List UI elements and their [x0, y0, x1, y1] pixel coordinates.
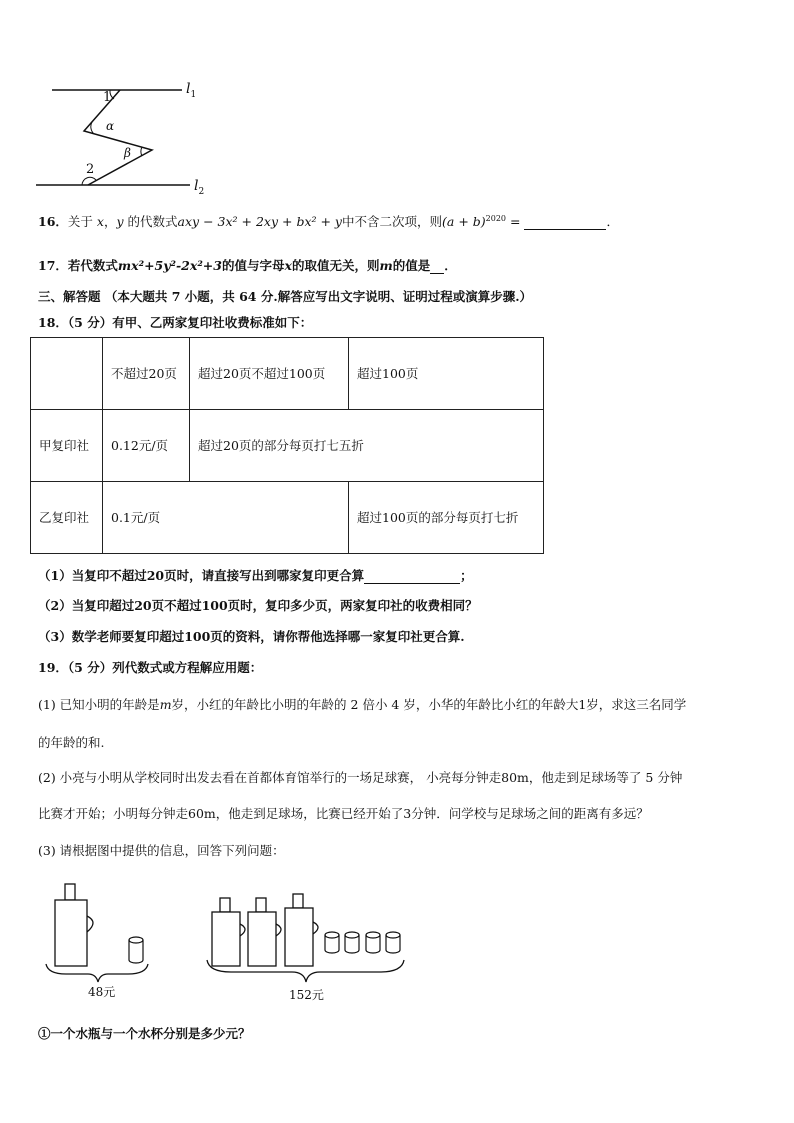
q18-part-1-text: （1）当复印不超过20页时，请直接写出到哪家复印更合算: [38, 568, 365, 583]
label-beta: β: [124, 146, 131, 160]
table-cell-header-1: [103, 338, 190, 410]
beta-arc: [141, 147, 142, 156]
q16-var-y: y: [116, 214, 124, 229]
q19-part-1: [38, 695, 686, 713]
header-20-to-100: 超过20页不超过100页: [198, 366, 326, 381]
cup-icon: [386, 932, 400, 953]
q16-text-a: 关于: [67, 214, 93, 229]
q19-sub-question-1: ①一个水瓶与一个水杯分别是多少元？: [38, 1026, 251, 1041]
label-l2: [194, 178, 204, 197]
table-cell-yi-discount: [349, 482, 544, 554]
label-l2-letter: l: [194, 178, 199, 194]
q18-part-2: （2）当复印超过20页不超过100页时，复印多少页，两家复印社的收费相同？: [38, 598, 478, 613]
q16-text-c: 中不含二次项，则: [342, 214, 443, 229]
jia-name: 甲复印社: [39, 438, 90, 453]
fee-table: [30, 337, 544, 554]
price-152: 152元: [289, 988, 324, 1002]
q18-part-3: （3）数学老师要复印超过100页的资料，请你帮他选择哪一家复印社更合算.: [38, 629, 465, 644]
table-cell-jia-name: [31, 410, 103, 482]
q18-part-1-end: ；: [460, 568, 473, 583]
table-cell-jia-price: [103, 410, 190, 482]
yi-price: 0.1元/页: [111, 510, 161, 525]
q17-var-x: x: [284, 258, 292, 273]
table-cell-header-3: [349, 338, 544, 410]
label-l1-sub: 1: [190, 89, 197, 100]
q18-title: 18．（5 分）有甲、乙两家复印社收费标准如下：: [38, 315, 313, 330]
q19-part-1-text-b: 岁，小红的年龄比小明的年龄的 2 倍小 4 岁，小华的年龄比小红的年龄大1岁，求这三名同学: [171, 697, 687, 712]
label-angle2: 2: [86, 162, 95, 177]
q18-part-1: [38, 566, 473, 584]
q19-part-1-cont: 的年龄的和.: [38, 735, 105, 750]
label-alpha: α: [106, 119, 115, 133]
q16-var-x: x: [96, 214, 104, 229]
bottle-icon: [212, 898, 245, 966]
q17-text-a: 若代数式: [67, 258, 118, 273]
bottles-cups-figure: [40, 880, 410, 990]
section-3-heading: 三、解答题 （本大题共 7 小题，共 64 分.解答应写出文字说明、证明过程或演算步骤.）: [38, 289, 533, 304]
jia-price: 0.12元/页: [111, 438, 169, 453]
table-cell-yi-price: [103, 482, 349, 554]
cup-icon: [325, 932, 339, 953]
yi-discount: 超过100页的部分每页打七折: [357, 510, 519, 525]
q17-var-m: m: [379, 258, 393, 273]
alpha-arc: [91, 122, 94, 134]
question-16: [38, 212, 619, 230]
yi-name: 乙复印社: [39, 510, 90, 525]
q17-text-c: 的取值无关，则: [291, 258, 380, 273]
q17-text-d: 的值是: [392, 258, 431, 273]
label-l2-sub: 2: [198, 186, 205, 197]
bottle-icon: [248, 898, 281, 966]
q17-text-b: 的值与字母: [221, 258, 285, 273]
bottle-icon: [285, 894, 318, 966]
q19-part-2-line1: (2) 小亮与小明从学校同时出发去看在首都体育馆举行的一场足球赛， 小亮每分钟走80m，他走到足球场等了 5 分钟: [38, 770, 683, 785]
table-row-jia: [31, 410, 544, 482]
label-l1-letter: l: [186, 81, 191, 97]
bottle-icon: [55, 884, 93, 966]
q16-exponent: 2020: [485, 213, 507, 223]
q16-equals: =: [510, 214, 521, 229]
table-cell-yi-name: [31, 482, 103, 554]
q16-number: 16．: [38, 214, 68, 229]
header-over-100: 超过100页: [357, 366, 419, 381]
brace-1: [46, 964, 148, 982]
table-cell-corner: [31, 338, 103, 410]
q18-part-1-blank[interactable]: [364, 569, 460, 584]
table-cell-header-2: [190, 338, 349, 410]
price-48: 48元: [88, 985, 116, 999]
q19-part-2-line2: 比赛才开始；小明每分钟走60m，他走到足球场，比赛已经开始了3分钟．问学校与足球场之间的距离有多远？: [38, 806, 649, 821]
q17-end: ．: [444, 258, 457, 273]
q19-title: 19．（5 分）列代数式或方程解应用题：: [38, 660, 263, 675]
q16-answer-blank[interactable]: [524, 215, 606, 230]
q16-comma: ，: [103, 214, 117, 229]
cup-icon: [345, 932, 359, 953]
q16-expression: axy − 3x² + 2xy + bx² + y: [177, 214, 342, 229]
header-under-20: 不超过20页: [111, 366, 177, 381]
q17-number: 17．: [38, 258, 68, 273]
table-row-yi: [31, 482, 544, 554]
q16-end: ．: [606, 214, 619, 229]
q16-lhs: (a + b): [442, 214, 486, 229]
label-l1: [186, 81, 196, 100]
table-cell-jia-discount: [190, 410, 544, 482]
label-angle1: 1: [103, 90, 112, 105]
cup-icon: [129, 937, 143, 963]
q19-part-1-text-a: (1) 已知小明的年龄是: [38, 697, 160, 712]
q16-text-b: 的代数式: [127, 214, 178, 229]
cup-icon: [366, 932, 380, 953]
jia-discount: 超过20页的部分每页打七五折: [198, 438, 364, 453]
q17-expression: mx²+5y²-2x²+3: [117, 258, 222, 273]
q17-answer-blank[interactable]: [430, 259, 444, 274]
q19-part-3: (3) 请根据图中提供的信息，回答下列问题：: [38, 843, 285, 858]
q19-part-1-var-m: m: [159, 697, 172, 712]
question-17: [38, 256, 457, 274]
table-row-header: [31, 338, 544, 410]
